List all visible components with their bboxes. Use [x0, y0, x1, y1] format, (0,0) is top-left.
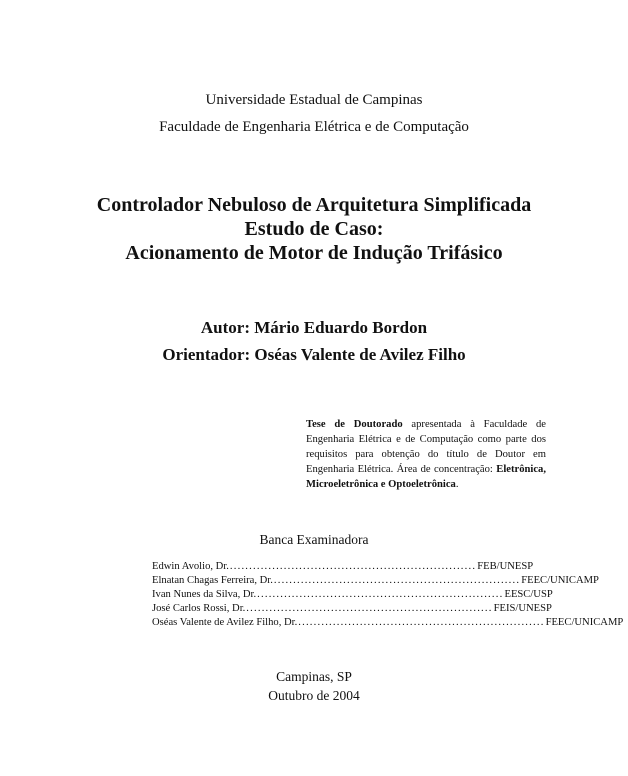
member-name: Oséas Valente de Avilez Filho, Dr. [152, 617, 298, 628]
member-name: Elnatan Chagas Ferreira, Dr. [152, 575, 273, 586]
dot-leader: ................................................................ [257, 589, 504, 600]
committee-title: Banca Examinadora [259, 532, 369, 547]
dot-leader: ................................................................ [229, 561, 477, 572]
member-institution: EESC/USP [504, 589, 553, 600]
committee-member [152, 602, 552, 616]
thesis-title-line-2: Estudo de Caso: [244, 218, 384, 240]
member-institution: FEEC/UNICAMP [521, 575, 599, 586]
faculty-name: Faculdade de Engenharia Elétrica e de Computação [159, 119, 469, 135]
concentration-area: Eletrônica, Microeletrônica e Optoeletrônica [306, 464, 546, 490]
committee-member [152, 574, 599, 588]
member-name: Ivan Nunes da Silva, Dr. [152, 589, 257, 600]
dot-leader: ................................................................ [273, 575, 521, 586]
member-name: José Carlos Rossi, Dr. [152, 603, 246, 614]
committee-member [152, 588, 553, 602]
committee-member [152, 560, 534, 574]
committee-member [152, 616, 624, 630]
university-name: Universidade Estadual de Campinas [205, 92, 423, 108]
advisor-line: Orientador: Oséas Valente de Avilez Filho [162, 345, 466, 364]
thesis-title-line-3: Acionamento de Motor de Indução Trifásico [125, 242, 503, 264]
thesis-description-text: apresentada à Faculdade de Engenharia Elétrica e de Computação como parte dos requisitos para obtenção do título de Doutor em Engenharia Elétrica. Área de concentração: [306, 419, 546, 475]
thesis-type-label: Tese de Doutorado [306, 419, 403, 430]
member-institution: FEIS/UNESP [493, 603, 552, 614]
member-name: Edwin Avolio, Dr. [152, 561, 229, 572]
city-line: Campinas, SP [276, 669, 352, 684]
author-line: Autor: Mário Eduardo Bordon [200, 318, 428, 337]
thesis-description [306, 417, 546, 492]
dot-leader: ................................................................ [246, 603, 493, 614]
dot-leader: ................................................................ [298, 617, 545, 628]
committee-list [152, 560, 624, 630]
member-institution: FEEC/UNICAMP [545, 617, 624, 628]
description-period: . [455, 479, 459, 490]
member-institution: FEB/UNESP [477, 561, 534, 572]
date-line: Outubro de 2004 [268, 688, 360, 703]
thesis-title-line-1: Controlador Nebuloso de Arquitetura Simplificada [96, 194, 532, 216]
